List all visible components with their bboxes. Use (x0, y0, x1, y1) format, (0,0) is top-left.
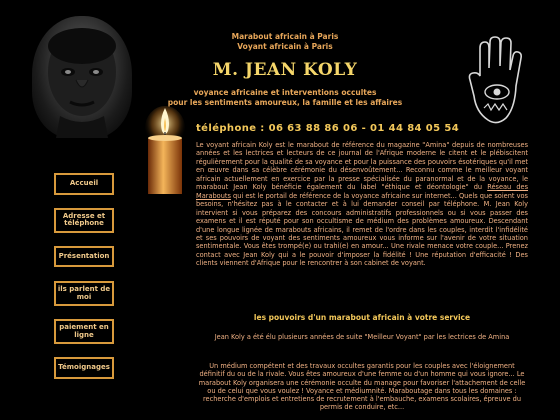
intro-text (196, 141, 528, 268)
portrait-photo (32, 16, 132, 138)
reseau-marabouts-link[interactable]: Réseau des Marabouts (196, 183, 529, 200)
subtitle-line-1: voyance africaine et interventions occultes (193, 88, 377, 97)
tagline-voyant: Voyant africain à Paris (237, 42, 333, 51)
nav-ils-parlent-de-moi[interactable]: ils parlent de moi (54, 281, 114, 306)
nav-adresse-telephone[interactable]: Adresse et téléphone (54, 208, 114, 233)
tagline-marabout: Marabout africain à Paris (231, 32, 339, 41)
nav-paiement-en-ligne[interactable]: paiement en ligne (54, 319, 114, 344)
nav-accueil[interactable]: Accueil (54, 173, 114, 195)
sidebar-nav (54, 173, 114, 394)
intro-text-b: qui est le portail de référence de la voyance africaine sur internet... Quels que soient vos besoins, n'hésitez pas à le contacter et à lui demander conseil par téléphone. M. Jean Koly intervient si vous préparez des concours administratifs professionnels ou si vous passer des examens et il est réputé pour son occultisme de médium des problèmes amoureux. Descendant d'une longue lignée de marabouts africains, il remet de l'ordre dans les couples, interdit l'infidélité et ses pouvoirs de voyant des sentiments amoureux vous informe sur l'avenir de votre situation sentimentale. Vous êtes trompé(e) ou trahi(e) en amour... Une rivale menace votre couple... Prenez contact avec Jean Koly qui a le pouvoir d'imposer la fidélité ! Une réputation d'efficacité ! Des clients viennent d'Afrique pour le rencontrer à son cabinet de voyant. (196, 191, 528, 268)
phone-number: téléphone : 06 63 88 86 06 - 01 44 84 05 54 (196, 123, 460, 134)
candle-icon (140, 104, 190, 194)
intro-paragraph (196, 141, 528, 268)
page-title: M. JEAN KOLY (212, 60, 358, 80)
header-subtitle (150, 88, 420, 108)
medium-text: Un médium compétent et des travaux occultes garantis pour les couples avec l'éloignement définitif du ou de la rivale. Vous êtes amoureux d'une femme ou d'un homme qui vous ignore... Le marabout Koly organisera une cérémonie occulte du manage pour favoriser l'attachement de celle ou de celui que vous voulez ! Voyance et médiumnité. Maraboutage dans tous les domaines : recherche d'emplois et entretiens de recrutement à l'embauche, examens scolaires, épreuve du permis de conduire, etc... (198, 362, 526, 412)
intro-text-a: Le voyant africain Koly est le marabout de référence du magazine "Amina" depuis de nombreuses années et les lectrices et lecteurs de ce journal de l'Afrique moderne le citent et le plébiscitent régulièrement pour la qualité de sa voyance et pour la puissance des pouvoirs ésotériques qu'il met en œuvre dans sa célèbre cérémonie du désenvoûtement... Reconnu comme le meilleur voyant africain actuellement en exercice par la presse spécialisée du paranormal et de la voyance, le marabout Jean Koly bénéficie également du label "éthique et déontologie" du (196, 141, 528, 192)
header-tagline (150, 32, 420, 52)
elected-text: Jean Koly a été élu plusieurs années de suite "Meilleur Voyant" par les lectrices de Amina (214, 333, 510, 341)
nav-presentation[interactable]: Présentation (54, 246, 114, 268)
subtitle-line-2: pour les sentiments amoureux, la famille et les affaires (167, 98, 403, 107)
nav-temoignages[interactable]: Témoignages (54, 357, 114, 379)
section-title: les pouvoirs d'un marabout africain à votre service (253, 313, 471, 322)
hamsa-hand-icon (466, 36, 528, 128)
